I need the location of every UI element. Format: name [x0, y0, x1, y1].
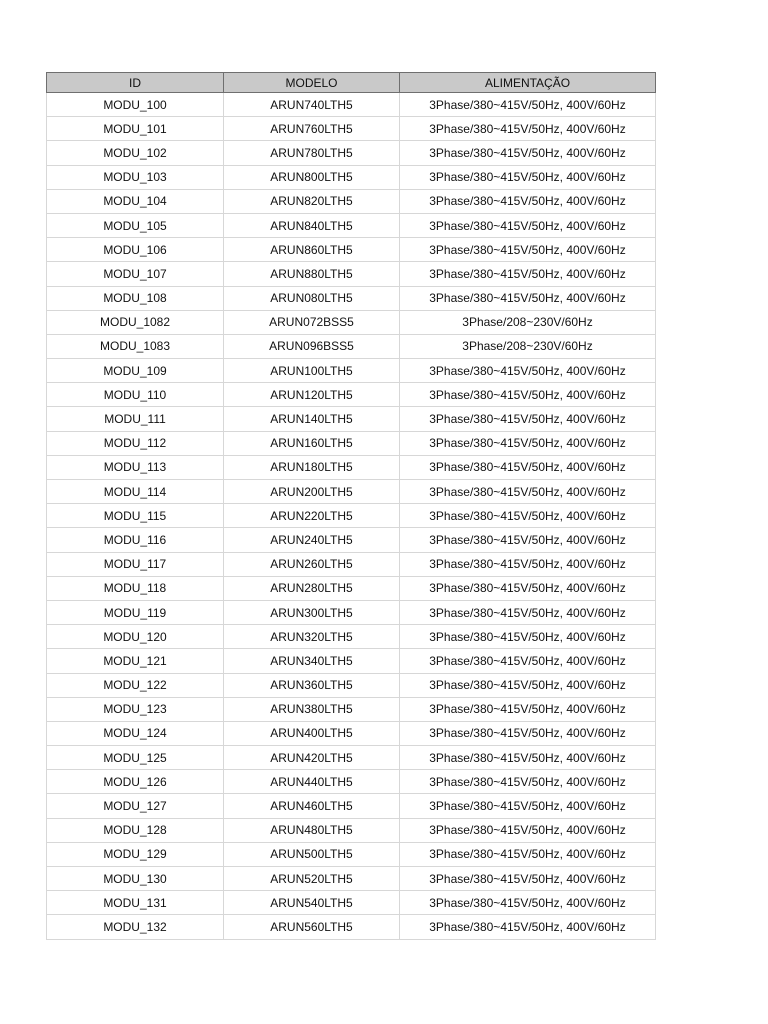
cell-model: ARUN340LTH5 [224, 649, 400, 673]
table-row [47, 141, 656, 165]
table-row [47, 504, 656, 528]
cell-power-supply: 3Phase/380~415V/50Hz, 400V/60Hz [400, 576, 656, 600]
cell-power-supply: 3Phase/380~415V/50Hz, 400V/60Hz [400, 213, 656, 237]
cell-id: MODU_132 [47, 915, 224, 939]
cell-id: MODU_125 [47, 746, 224, 770]
table-row [47, 600, 656, 624]
header-power-supply: ALIMENTAÇÃO [400, 73, 656, 93]
cell-model: ARUN140LTH5 [224, 407, 400, 431]
cell-id: MODU_113 [47, 455, 224, 479]
table-row [47, 334, 656, 358]
table-row [47, 891, 656, 915]
cell-model: ARUN860LTH5 [224, 238, 400, 262]
cell-id: MODU_115 [47, 504, 224, 528]
cell-id: MODU_101 [47, 117, 224, 141]
cell-model: ARUN380LTH5 [224, 697, 400, 721]
cell-model: ARUN220LTH5 [224, 504, 400, 528]
cell-id: MODU_124 [47, 721, 224, 745]
cell-power-supply: 3Phase/380~415V/50Hz, 400V/60Hz [400, 141, 656, 165]
table-header [47, 73, 656, 93]
cell-power-supply: 3Phase/380~415V/50Hz, 400V/60Hz [400, 117, 656, 141]
table-row [47, 117, 656, 141]
cell-model: ARUN540LTH5 [224, 891, 400, 915]
cell-model: ARUN260LTH5 [224, 552, 400, 576]
cell-model: ARUN180LTH5 [224, 455, 400, 479]
cell-id: MODU_120 [47, 625, 224, 649]
cell-power-supply: 3Phase/380~415V/50Hz, 400V/60Hz [400, 697, 656, 721]
cell-id: MODU_107 [47, 262, 224, 286]
cell-power-supply: 3Phase/380~415V/50Hz, 400V/60Hz [400, 842, 656, 866]
cell-id: MODU_106 [47, 238, 224, 262]
cell-power-supply: 3Phase/380~415V/50Hz, 400V/60Hz [400, 891, 656, 915]
cell-power-supply: 3Phase/380~415V/50Hz, 400V/60Hz [400, 818, 656, 842]
cell-model: ARUN800LTH5 [224, 165, 400, 189]
table-row [47, 625, 656, 649]
cell-model: ARUN740LTH5 [224, 93, 400, 117]
cell-id: MODU_105 [47, 213, 224, 237]
cell-model: ARUN280LTH5 [224, 576, 400, 600]
cell-model: ARUN360LTH5 [224, 673, 400, 697]
table-row [47, 407, 656, 431]
cell-id: MODU_129 [47, 842, 224, 866]
table-row [47, 383, 656, 407]
cell-model: ARUN072BSS5 [224, 310, 400, 334]
cell-model: ARUN520LTH5 [224, 867, 400, 891]
header-id: ID [47, 73, 224, 93]
cell-id: MODU_119 [47, 600, 224, 624]
cell-id: MODU_128 [47, 818, 224, 842]
table-row [47, 794, 656, 818]
cell-id: MODU_117 [47, 552, 224, 576]
cell-id: MODU_102 [47, 141, 224, 165]
table-row [47, 213, 656, 237]
table-body [47, 93, 656, 940]
table-row [47, 842, 656, 866]
table-row [47, 431, 656, 455]
table-row [47, 649, 656, 673]
cell-id: MODU_116 [47, 528, 224, 552]
cell-power-supply: 3Phase/380~415V/50Hz, 400V/60Hz [400, 600, 656, 624]
cell-model: ARUN096BSS5 [224, 334, 400, 358]
cell-power-supply: 3Phase/380~415V/50Hz, 400V/60Hz [400, 721, 656, 745]
cell-model: ARUN320LTH5 [224, 625, 400, 649]
cell-power-supply: 3Phase/380~415V/50Hz, 400V/60Hz [400, 286, 656, 310]
table-row [47, 455, 656, 479]
table-row [47, 770, 656, 794]
cell-model: ARUN440LTH5 [224, 770, 400, 794]
cell-model: ARUN160LTH5 [224, 431, 400, 455]
cell-power-supply: 3Phase/208~230V/60Hz [400, 334, 656, 358]
cell-id: MODU_131 [47, 891, 224, 915]
cell-id: MODU_121 [47, 649, 224, 673]
table-row [47, 359, 656, 383]
cell-id: MODU_126 [47, 770, 224, 794]
cell-power-supply: 3Phase/380~415V/50Hz, 400V/60Hz [400, 649, 656, 673]
cell-power-supply: 3Phase/380~415V/50Hz, 400V/60Hz [400, 431, 656, 455]
table-row [47, 915, 656, 939]
cell-id: MODU_108 [47, 286, 224, 310]
table-row [47, 189, 656, 213]
cell-id: MODU_112 [47, 431, 224, 455]
cell-model: ARUN400LTH5 [224, 721, 400, 745]
cell-id: MODU_1083 [47, 334, 224, 358]
cell-power-supply: 3Phase/380~415V/50Hz, 400V/60Hz [400, 165, 656, 189]
cell-model: ARUN560LTH5 [224, 915, 400, 939]
cell-power-supply: 3Phase/380~415V/50Hz, 400V/60Hz [400, 480, 656, 504]
cell-id: MODU_111 [47, 407, 224, 431]
cell-model: ARUN820LTH5 [224, 189, 400, 213]
cell-power-supply: 3Phase/380~415V/50Hz, 400V/60Hz [400, 794, 656, 818]
header-row [47, 73, 656, 93]
cell-power-supply: 3Phase/380~415V/50Hz, 400V/60Hz [400, 528, 656, 552]
cell-model: ARUN120LTH5 [224, 383, 400, 407]
cell-power-supply: 3Phase/380~415V/50Hz, 400V/60Hz [400, 625, 656, 649]
cell-model: ARUN100LTH5 [224, 359, 400, 383]
cell-power-supply: 3Phase/380~415V/50Hz, 400V/60Hz [400, 359, 656, 383]
table-row [47, 310, 656, 334]
cell-id: MODU_114 [47, 480, 224, 504]
cell-id: MODU_104 [47, 189, 224, 213]
cell-model: ARUN480LTH5 [224, 818, 400, 842]
cell-power-supply: 3Phase/380~415V/50Hz, 400V/60Hz [400, 262, 656, 286]
cell-power-supply: 3Phase/380~415V/50Hz, 400V/60Hz [400, 504, 656, 528]
cell-model: ARUN080LTH5 [224, 286, 400, 310]
table-row [47, 673, 656, 697]
cell-power-supply: 3Phase/380~415V/50Hz, 400V/60Hz [400, 746, 656, 770]
cell-power-supply: 3Phase/380~415V/50Hz, 400V/60Hz [400, 455, 656, 479]
cell-id: MODU_123 [47, 697, 224, 721]
spreadsheet [46, 72, 655, 940]
table-row [47, 552, 656, 576]
cell-id: MODU_1082 [47, 310, 224, 334]
cell-id: MODU_100 [47, 93, 224, 117]
cell-model: ARUN840LTH5 [224, 213, 400, 237]
cell-power-supply: 3Phase/380~415V/50Hz, 400V/60Hz [400, 238, 656, 262]
table-row [47, 165, 656, 189]
cell-model: ARUN200LTH5 [224, 480, 400, 504]
cell-model: ARUN240LTH5 [224, 528, 400, 552]
cell-model: ARUN780LTH5 [224, 141, 400, 165]
cell-id: MODU_122 [47, 673, 224, 697]
cell-power-supply: 3Phase/380~415V/50Hz, 400V/60Hz [400, 189, 656, 213]
cell-power-supply: 3Phase/380~415V/50Hz, 400V/60Hz [400, 770, 656, 794]
table-row [47, 746, 656, 770]
cell-id: MODU_130 [47, 867, 224, 891]
cell-power-supply: 3Phase/380~415V/50Hz, 400V/60Hz [400, 552, 656, 576]
table-row [47, 576, 656, 600]
cell-power-supply: 3Phase/208~230V/60Hz [400, 310, 656, 334]
table-row [47, 238, 656, 262]
cell-model: ARUN300LTH5 [224, 600, 400, 624]
cell-power-supply: 3Phase/380~415V/50Hz, 400V/60Hz [400, 407, 656, 431]
cell-id: MODU_109 [47, 359, 224, 383]
cell-model: ARUN880LTH5 [224, 262, 400, 286]
models-table [46, 72, 656, 940]
cell-model: ARUN760LTH5 [224, 117, 400, 141]
table-row [47, 480, 656, 504]
table-row [47, 286, 656, 310]
cell-model: ARUN500LTH5 [224, 842, 400, 866]
cell-id: MODU_118 [47, 576, 224, 600]
cell-power-supply: 3Phase/380~415V/50Hz, 400V/60Hz [400, 673, 656, 697]
table-row [47, 818, 656, 842]
cell-power-supply: 3Phase/380~415V/50Hz, 400V/60Hz [400, 383, 656, 407]
table-row [47, 262, 656, 286]
cell-id: MODU_127 [47, 794, 224, 818]
header-model: MODELO [224, 73, 400, 93]
cell-id: MODU_103 [47, 165, 224, 189]
table-row [47, 697, 656, 721]
cell-power-supply: 3Phase/380~415V/50Hz, 400V/60Hz [400, 867, 656, 891]
table-row [47, 867, 656, 891]
cell-id: MODU_110 [47, 383, 224, 407]
table-row [47, 721, 656, 745]
cell-power-supply: 3Phase/380~415V/50Hz, 400V/60Hz [400, 93, 656, 117]
table-row [47, 93, 656, 117]
cell-model: ARUN460LTH5 [224, 794, 400, 818]
table-row [47, 528, 656, 552]
cell-model: ARUN420LTH5 [224, 746, 400, 770]
cell-power-supply: 3Phase/380~415V/50Hz, 400V/60Hz [400, 915, 656, 939]
